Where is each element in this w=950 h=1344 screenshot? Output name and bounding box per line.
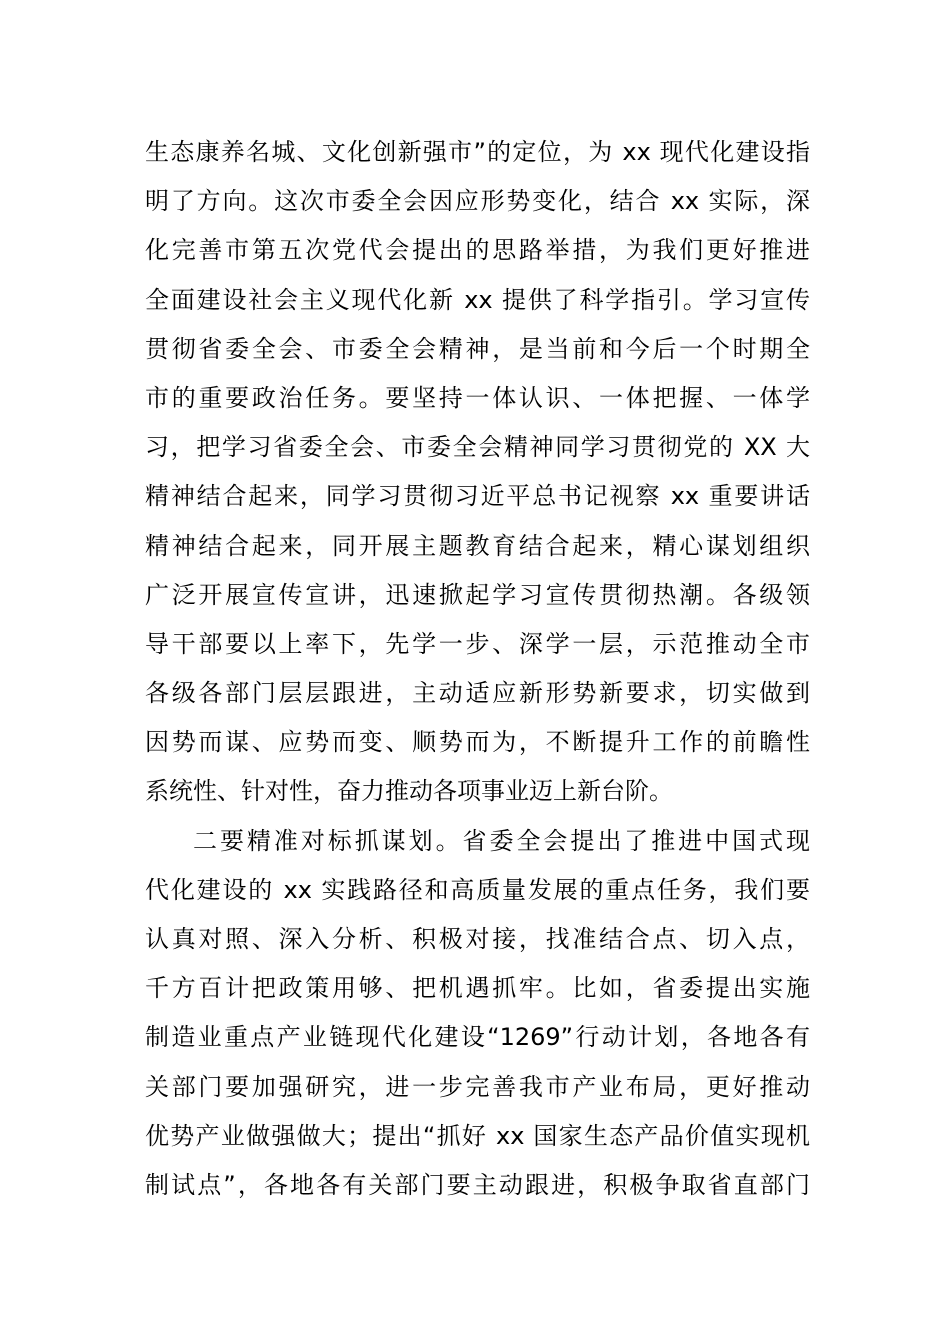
- text-line: 优势产业做强做大；提出“抓好 xx 国家生态产品价值实现机: [145, 1121, 810, 1150]
- text-line: 贯彻省委全会、市委全会精神，是当前和今后一个时期全: [145, 334, 810, 363]
- text-line: 精神结合起来，同学习贯彻习近平总书记视察 xx 重要讲话: [145, 482, 810, 511]
- text-line: 全面建设社会主义现代化新 xx 提供了科学指引。学习宣传: [145, 285, 810, 314]
- text-line: 导干部要以上率下，先学一步、深学一层，示范推动全市: [145, 629, 810, 658]
- text-line: 制试点”，各地各有关部门要主动跟进，积极争取省直部门: [145, 1170, 810, 1199]
- text-line: 广泛开展宣传宣讲，迅速掀起学习宣传贯彻热潮。各级领: [145, 580, 810, 609]
- text-line: 各级各部门层层跟进，主动适应新形势新要求，切实做到: [145, 679, 810, 708]
- text-line: 代化建设的 xx 实践路径和高质量发展的重点任务，我们要: [145, 875, 810, 904]
- text-line: 关部门要加强研究，进一步完善我市产业布局，更好推动: [145, 1072, 810, 1101]
- text-line: 千方百计把政策用够、把机遇抓牢。比如，省委提出实施: [145, 974, 810, 1003]
- text-line: 市的重要政治任务。要坚持一体认识、一体把握、一体学: [145, 383, 810, 412]
- text-line: 明了方向。这次市委全会因应形势变化，结合 xx 实际，深: [145, 187, 810, 216]
- text-line: 因势而谋、应势而变、顺势而为，不断提升工作的前瞻性: [145, 728, 810, 757]
- text-line: 认真对照、深入分析、积极对接，找准结合点、切入点，: [145, 925, 810, 953]
- text-line: 精神结合起来，同开展主题教育结合起来，精心谋划组织: [145, 531, 810, 560]
- body-text: [145, 128, 810, 1210]
- paragraph-start-line: 二要精准对标抓谋划。省委全会提出了推进中国式现: [193, 826, 810, 855]
- text-line: 系统性、针对性，奋力推动各项事业迈上新台阶。: [145, 777, 673, 806]
- text-line: 生态康养名城、文化创新强市”的定位，为 xx 现代化建设指: [145, 138, 810, 166]
- text-line: 化完善市第五次党代会提出的思路举措，为我们更好推进: [145, 236, 810, 265]
- text-line: 制造业重点产业链现代化建设“1269”行动计划，各地各有: [145, 1023, 810, 1052]
- text-line: 习，把学习省委全会、市委全会精神同学习贯彻党的 XX 大: [145, 433, 810, 462]
